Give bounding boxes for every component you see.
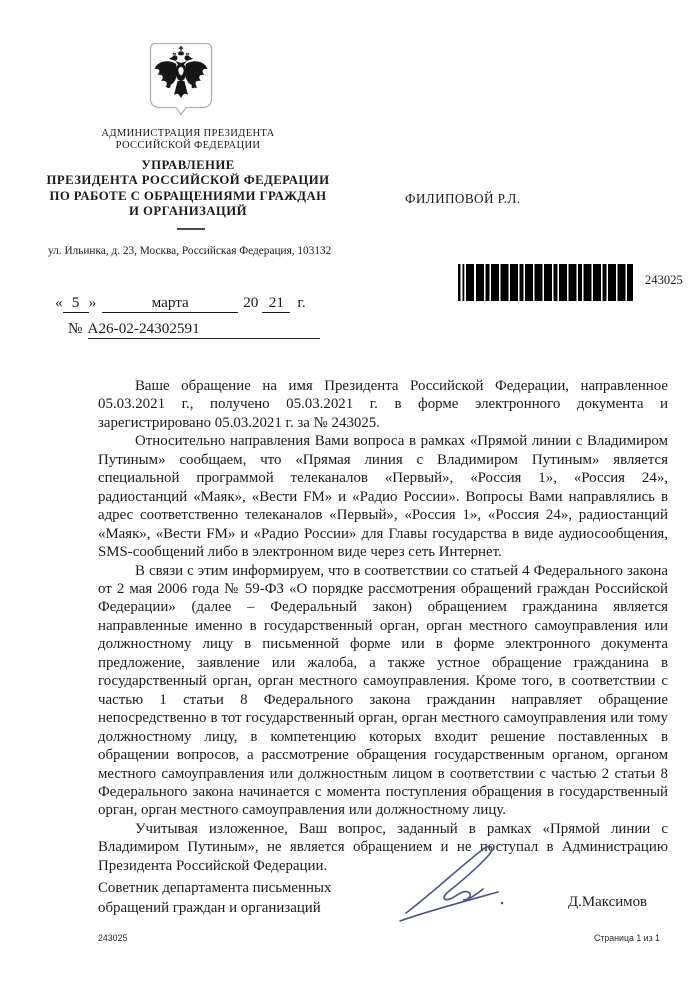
paragraph-registration: Ваше обращение на имя Президента Российской Федерации, направленное 05.03.2021 г., получено 05.03.2021 г. в форме электронного документа и зарегистрировано 05.03.2021 г. за № 243025. [98, 378, 668, 431]
barcode-number: 243025 [645, 273, 683, 287]
footer-page-indicator: Страница 1 из 1 [594, 933, 660, 943]
date-close-quote: » [88, 294, 97, 311]
date-open-quote: « [55, 294, 63, 311]
reference-number-line [68, 320, 320, 339]
reference-prefix: № [68, 320, 83, 337]
org-name-line2: РОССИЙСКОЙ ФЕДЕРАЦИИ [115, 139, 261, 151]
org-name-line1: АДМИНИСТРАЦИЯ ПРЕЗИДЕНТА [101, 128, 275, 139]
letterhead-address: ул. Ильинка, д. 23, Москва, Российская Федерация, 103132 [48, 245, 332, 257]
date-suffix: г. [297, 294, 306, 311]
paragraph-federal-law: В связи с этим информируем, что в соответствии со статьей 4 Федерального закона от 2 мая 2006 года № 59-ФЗ «О порядке рассмотрения обращений граждан Российской Федерации» (далее – Федеральный закон) обращением гражданина является направленные именно в государственный орган, орган местного самоуправления или должностному лицу в письменной форме или в форме электронного документа предложение, заявление или жалоба, а также устное обращение гражданина в государственный орган, орган местного самоуправления. Кроме того, в соответствии с частью 1 статьи 8 Федерального закона гражданин направляет обращение непосредственно в тот государственный орган, орган местного самоуправления или тому должностному лицу, в компетенцию которых входит решение поставленных в обращении вопросов, а рассмотрение обращения государственным органом, органом местного самоуправления или должностным лицом в соответствии с частью 2 статьи 8 Федерального закона начинается с момента поступления обращения в государственный орган, орган местного самоуправления или должностному лицу. [98, 562, 668, 819]
department-name-line4: И ОРГАНИЗАЦИЙ [129, 204, 247, 219]
signer-title [98, 879, 378, 918]
signer-name: Д.Максимов [568, 894, 648, 910]
date-day: 5 [63, 294, 89, 313]
department-name-line1: УПРАВЛЕНИЕ [141, 158, 235, 172]
signer-title-line2: обращений граждан и организаций [98, 899, 321, 916]
date-year: 21 [262, 294, 290, 313]
handwritten-signature [398, 843, 543, 925]
reference-number: А26-02-24302591 [88, 320, 320, 339]
date-line [55, 294, 306, 313]
department-name [33, 158, 343, 220]
department-name-line2: ПРЕЗИДЕНТА РОССИЙСКОЙ ФЕДЕРАЦИИ [46, 173, 330, 188]
barcode-icon [458, 264, 633, 301]
letterhead-divider [177, 228, 205, 230]
date-month: марта [102, 294, 238, 313]
paragraph-direct-line-info: Относительно направления Вами вопроса в рамках «Прямой линии с Владимиром Путиным» сообщаем, что «Прямая линия с Владимиром Путиным» является специальной программой телеканалов «Первый», «Россия 1», «Россия 24», радиостанций «Маяк», «Вести FM» и «Радио России». Вопросы Вами направлялись в адрес соответственно телеканалов «Первый», «Россия 1», «Россия 24», радиостанций «Маяк», «Вести FM» и «Радио России» для Главы государства в виде аудиосообщения, SMS-сообщений либо в электронном виде через сеть Интернет. [98, 433, 668, 561]
paragraph-conclusion: Учитывая изложенное, Ваш вопрос, заданный в рамках «Прямой линии с Владимиром Путиным», не является обращением и не поступал в Администрацию Президента Российской Федерации. [98, 820, 668, 874]
date-century: 20 [243, 294, 259, 311]
org-name [33, 128, 343, 151]
department-name-line3: ПО РАБОТЕ С ОБРАЩЕНИЯМИ ГРАЖДАН [49, 188, 327, 203]
recipient-name: ФИЛИПОВОЙ Р.Л. [405, 191, 521, 206]
letter-body [98, 377, 668, 875]
russian-coat-of-arms-icon [149, 42, 213, 120]
signer-title-line1: Советник департамента письменных [98, 880, 332, 896]
footer-document-number: 243025 [98, 933, 128, 943]
